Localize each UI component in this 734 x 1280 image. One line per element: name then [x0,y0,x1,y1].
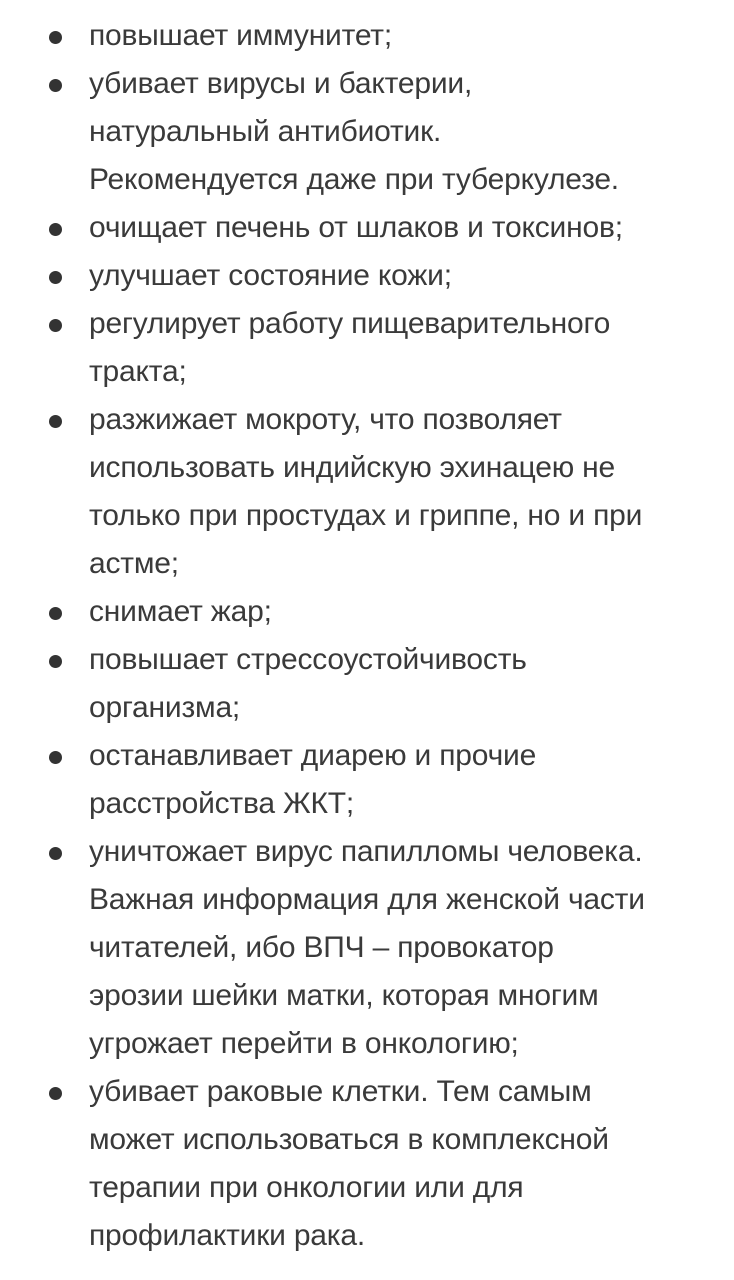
list-item-text: регулирует работу пищеварительного тракта; [89,307,611,388]
bullet-icon [49,271,62,284]
bullet-icon [49,607,62,620]
bullet-icon [49,1087,62,1100]
bullet-icon [49,655,62,668]
bullet-icon [49,223,62,236]
list-item [0,300,734,396]
list-item [0,252,734,300]
list-item [0,204,734,252]
list-item-text: убивает раковые клетки. Тем самым может использоваться в комплексной терапии при онкологии или для профилактики рака. [89,1075,609,1252]
list-item-text: повышает стрессоустойчивость организма; [89,643,527,724]
bullet-icon [49,319,62,332]
bullet-icon [49,751,62,764]
article-content [0,12,734,1260]
benefits-list [0,12,734,1260]
list-item [0,732,734,828]
list-item [0,636,734,732]
list-item [0,60,734,204]
list-item-text: разжижает мокроту, что позволяет использовать индийскую эхинацею не только при простудах и гриппе, но и при астме; [89,403,643,580]
list-item [0,1068,734,1260]
list-item-text: повышает иммунитет; [89,19,392,52]
list-item [0,828,734,1068]
bullet-icon [49,31,62,44]
list-item-text: снимает жар; [89,595,272,628]
list-item-text: останавливает диарею и прочие расстройства ЖКТ; [89,739,537,820]
list-item [0,396,734,588]
list-item-text: очищает печень от шлаков и токсинов; [89,211,623,244]
list-item [0,588,734,636]
list-item-text: уничтожает вирус папилломы человека. Важная информация для женской части читателей, ибо ВПЧ – провокатор эрозии шейки матки, которая многим угрожает перейти в онкологию; [89,835,645,1060]
list-item-text: улучшает состояние кожи; [89,259,452,292]
bullet-icon [49,415,62,428]
bullet-icon [49,79,62,92]
list-item [0,12,734,60]
list-item-text: убивает вирусы и бактерии, натуральный антибиотик. Рекомендуется даже при туберкулезе. [89,67,619,196]
bullet-icon [49,847,62,860]
